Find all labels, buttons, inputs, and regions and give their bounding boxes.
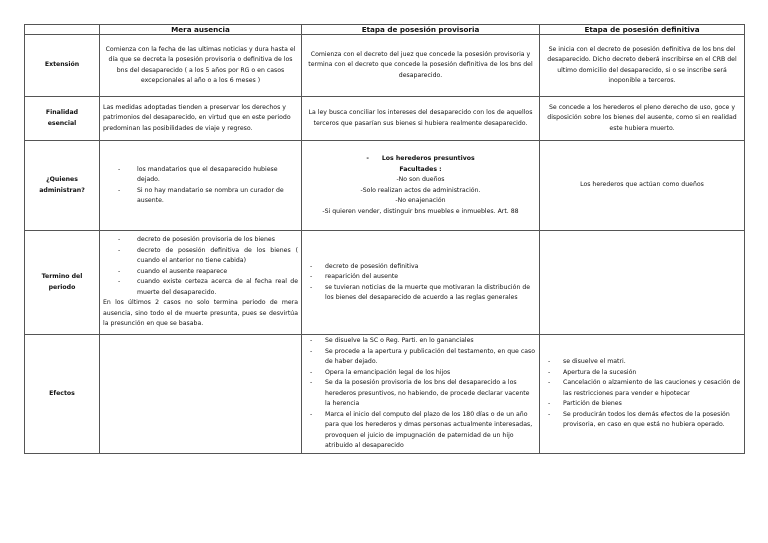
- list-item: - Se procede a la apertura y publicación del testamento, en que caso de haber dejado.: [305, 347, 536, 368]
- row-label-quienes-line2: administran?: [39, 186, 85, 194]
- row-termino: [25, 231, 745, 335]
- list-item: - Se da la posesión provisoria de los bns del desaparecido a los herederos presuntivos, no habiendo, de procede declarar vacente la herencia: [305, 378, 536, 410]
- extension-provisoria: Comienza con el decreto del juez que concede la posesión provisoria y termina con el decreto que concede la posesión definitiva de los bns del desaparecido.: [302, 35, 540, 97]
- header-posesion-provisoria: Etapa de posesión provisoria: [302, 25, 540, 35]
- row-quienes: [25, 141, 745, 231]
- row-label-finalidad: [25, 97, 100, 141]
- list-item: - decreto de posesión provisoria de los bienes: [103, 235, 298, 246]
- termino-provisoria: [302, 231, 540, 335]
- header-mera-ausencia: Mera ausencia: [100, 25, 302, 35]
- list-item: - decreto de posesión definitiva de los bienes ( cuando el anterior no tiene cabida): [103, 246, 298, 267]
- list-item: - Si no hay mandatario se nombra un curador de ausente.: [103, 186, 298, 207]
- row-label-termino-line2: periodo: [48, 283, 76, 291]
- termino-mera-ausencia: [100, 231, 302, 335]
- header-corner: [25, 25, 100, 35]
- herederos-presuntivos-text: Los herederos presuntivos: [381, 155, 475, 162]
- finalidad-provisoria: La ley busca conciliar los intereses del desaparecido con los de aquellos terceros que pasarían sus bienes si hubiera realmente desaparecido.: [302, 97, 540, 141]
- list-item: - Cancelación o alzamiento de las cauciones y cesación de las restricciones para vender e hipotecar: [543, 378, 741, 399]
- extension-mera-ausencia: Comienza con la fecha de las ultimas noticias y dura hasta el día que se decreta la posesión provisoria o definitiva de los bns del desaparecido ( a los 5 años por RG o en casos excepcionales al año o a los 6 meses ): [100, 35, 302, 97]
- quienes-provisoria: [302, 141, 540, 231]
- list-item: - decreto de posesión definitiva: [305, 262, 536, 273]
- list-item: - se disuelve el matri.: [543, 357, 741, 368]
- list-item: - Partición de bienes: [543, 399, 741, 410]
- list-item: - Se disuelve la SC o Reg. Parti. en lo gananciales: [305, 336, 536, 347]
- list-item: - los mandatarios que el desaparecido hubiese dejado.: [103, 165, 298, 186]
- row-efectos: [25, 335, 745, 454]
- facultad-line: -No son dueños: [396, 176, 445, 183]
- termino-definitiva: [540, 231, 745, 335]
- header-posesion-definitiva: Etapa de posesión definitiva: [540, 25, 745, 35]
- facultad-line: -Solo realizan actos de administración.: [360, 186, 481, 194]
- list-item: - Se producirán todos los demás efectos de la posesión provisoria, en caso en que está no hubiera operado.: [543, 410, 741, 431]
- list-item: - cuando existe certeza acerca de al fecha real de muerte del desaparecido.: [103, 277, 298, 298]
- extension-definitiva: Se inicia con el decreto de posesión definitiva de los bns del desaparecido. Dicho decreto deberá inscribirse en el CRB del ultimo domicilio del desaparecido, si o se inscribe será inoponible a terceros.: [540, 35, 745, 97]
- facultad-line: -No enajenación: [395, 197, 446, 204]
- list-item: - Opera la emancipación legal de los hijos: [305, 368, 536, 379]
- facultades-subtitle: Facultades :: [399, 165, 442, 173]
- efectos-provisoria: [302, 335, 540, 454]
- quienes-definitiva: Los herederos que actúan como dueños: [540, 141, 745, 231]
- header-row: [25, 25, 745, 35]
- finalidad-mera-ausencia: Las medidas adoptadas tienden a preservar los derechos y patrimonios del desaparecido, en virtud que en este periodo predominan las posibilidades de viaje y regreso.: [100, 97, 302, 141]
- row-finalidad: [25, 97, 745, 141]
- list-item: - se tuvieran noticias de la muerte que motivaran la distribución de los bienes del desaparecido de acuerdo a las reglas generales: [305, 283, 536, 304]
- finalidad-definitiva: Se concede a los herederos el pleno derecho de uso, goce y disposición sobre los bienes del ausente, como si en realidad este hubiera muerto.: [540, 97, 745, 141]
- row-label-finalidad-line1: Finalidad: [45, 109, 79, 116]
- row-extension: [25, 35, 745, 97]
- row-label-quienes-line1: ¿Quienes: [46, 176, 78, 183]
- row-label-termino-line1: Termino del: [41, 273, 83, 280]
- comparison-table: [24, 24, 745, 454]
- list-item: - Apertura de la sucesión: [543, 368, 741, 379]
- efectos-mera-ausencia: [100, 335, 302, 454]
- herederos-presuntivos-title: - Los herederos presuntivos: [366, 155, 475, 162]
- quienes-mera-ausencia: [100, 141, 302, 231]
- efectos-definitiva: [540, 335, 745, 454]
- list-item: - reaparición del ausente: [305, 272, 536, 283]
- list-item: - Marca el inicio del computo del plazo de los 180 días o de un año para que los herederos y dmas personas actualmente interesadas, provoquen el juicio de impugnación de paternidad de un hijo atribuido al desaparecido: [305, 410, 536, 452]
- list-item: - cuando el ausente reaparece: [103, 267, 298, 278]
- row-label-extension: Extensión: [25, 35, 100, 97]
- row-label-efectos: Efectos: [25, 335, 100, 454]
- row-label-termino: [25, 231, 100, 335]
- termino-note: En los últimos 2 casos no solo termina periodo de mera ausencia, sino todo el de muerte presunta, pues se desvirtúa la presunción en que se basaba.: [103, 299, 298, 328]
- row-label-quienes: [25, 141, 100, 231]
- row-label-finalidad-line2: esencial: [47, 119, 77, 127]
- facultad-line: -Si quieren vender, distinguir bns muebles e inmuebles. Art. 88: [322, 207, 519, 215]
